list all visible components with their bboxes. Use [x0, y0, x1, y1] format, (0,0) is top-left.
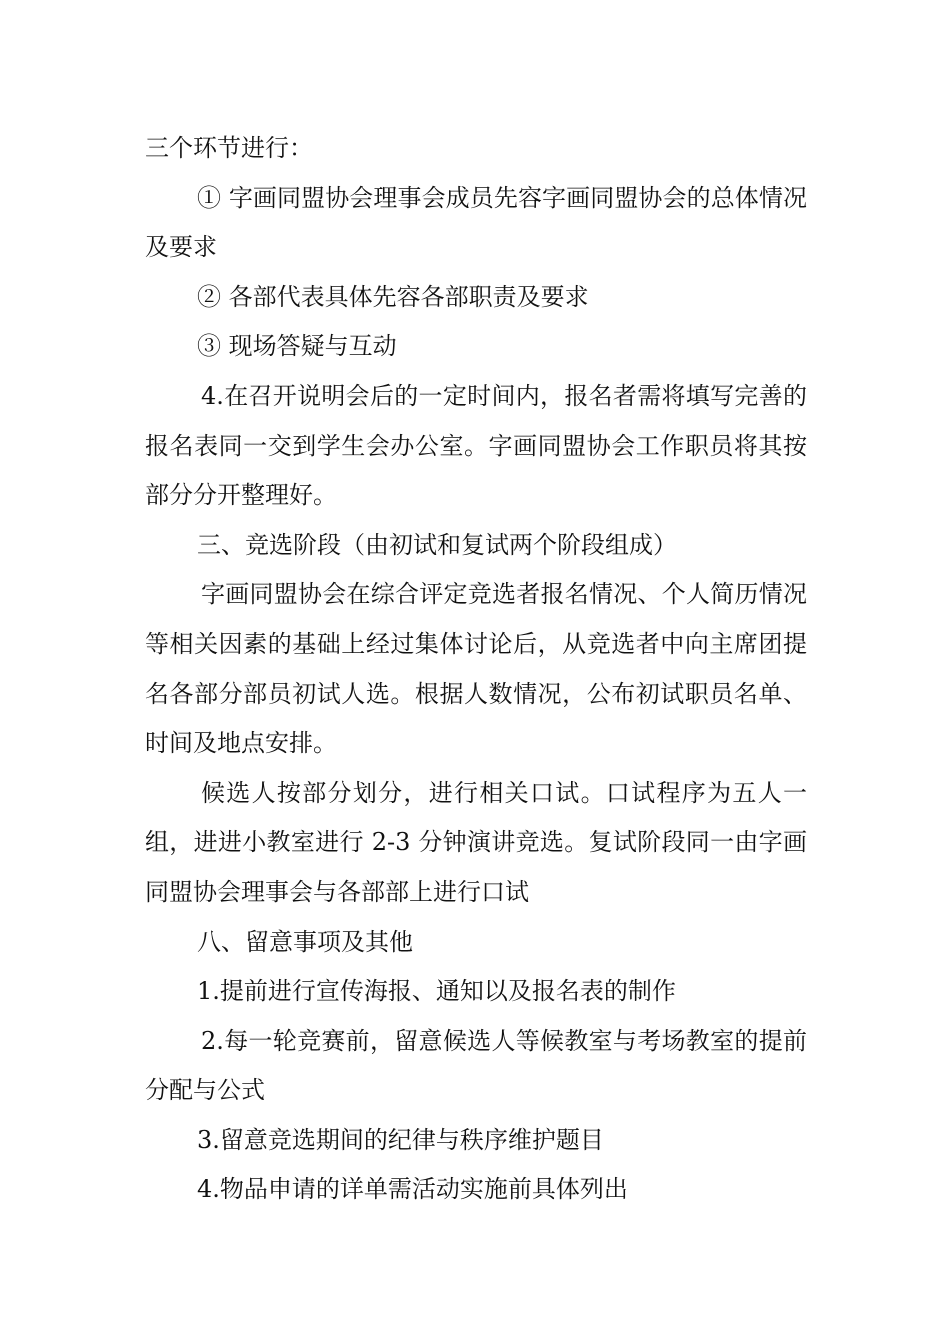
paragraph-note-3: 3.留意竞选期间的纪律与秩序维护题目 — [197, 1125, 604, 1154]
paragraph-note-4: 4.物品申请的详单需活动实施前具体列出 — [197, 1175, 628, 1204]
paragraph-step-2: ② 各部代表具体先容各部职责及要求 — [197, 282, 589, 311]
paragraph-intro: 三个环节进行： — [145, 134, 313, 162]
section-heading-election: 三、竞选阶段（由初试和复试两个阶段组成） — [197, 530, 677, 559]
paragraph-note-2: 2.每一轮竞赛前，留意候选人等候教室与考场教室的提前分配与公式 — [145, 1026, 807, 1105]
document-page — [145, 124, 807, 1215]
paragraph-step-1: ① 字画同盟协会理事会成员先容字画同盟协会的总体情况及要求 — [145, 183, 807, 262]
paragraph-step-3: ③ 现场答疑与互动 — [197, 332, 397, 361]
paragraph-interview: 候选人按部分划分，进行相关口试。口试程序为五人一组，进进小教室进行 2-3 分钟演讲竞选。复试阶段同一由字画同盟协会理事会与各部部上进行口试 — [145, 778, 807, 906]
paragraph-election-body: 字画同盟协会在综合评定竞选者报名情况、个人简历情况等相关因素的基础上经过集体讨论后，从竞选者中向主席团提名各部分部员初试人选。根据人数情况，公布初试职员名单、时间及地点安排。 — [145, 580, 807, 758]
paragraph-note-1: 1.提前进行宣传海报、通知以及报名表的制作 — [197, 977, 676, 1006]
paragraph-item-4: 4.在召开说明会后的一定时间内，报名者需将填写完善的报名表同一交到学生会办公室。字画同盟协会工作职员将其按部分分开整理好。 — [145, 381, 807, 510]
section-heading-notes: 八、留意事项及其他 — [197, 927, 413, 956]
